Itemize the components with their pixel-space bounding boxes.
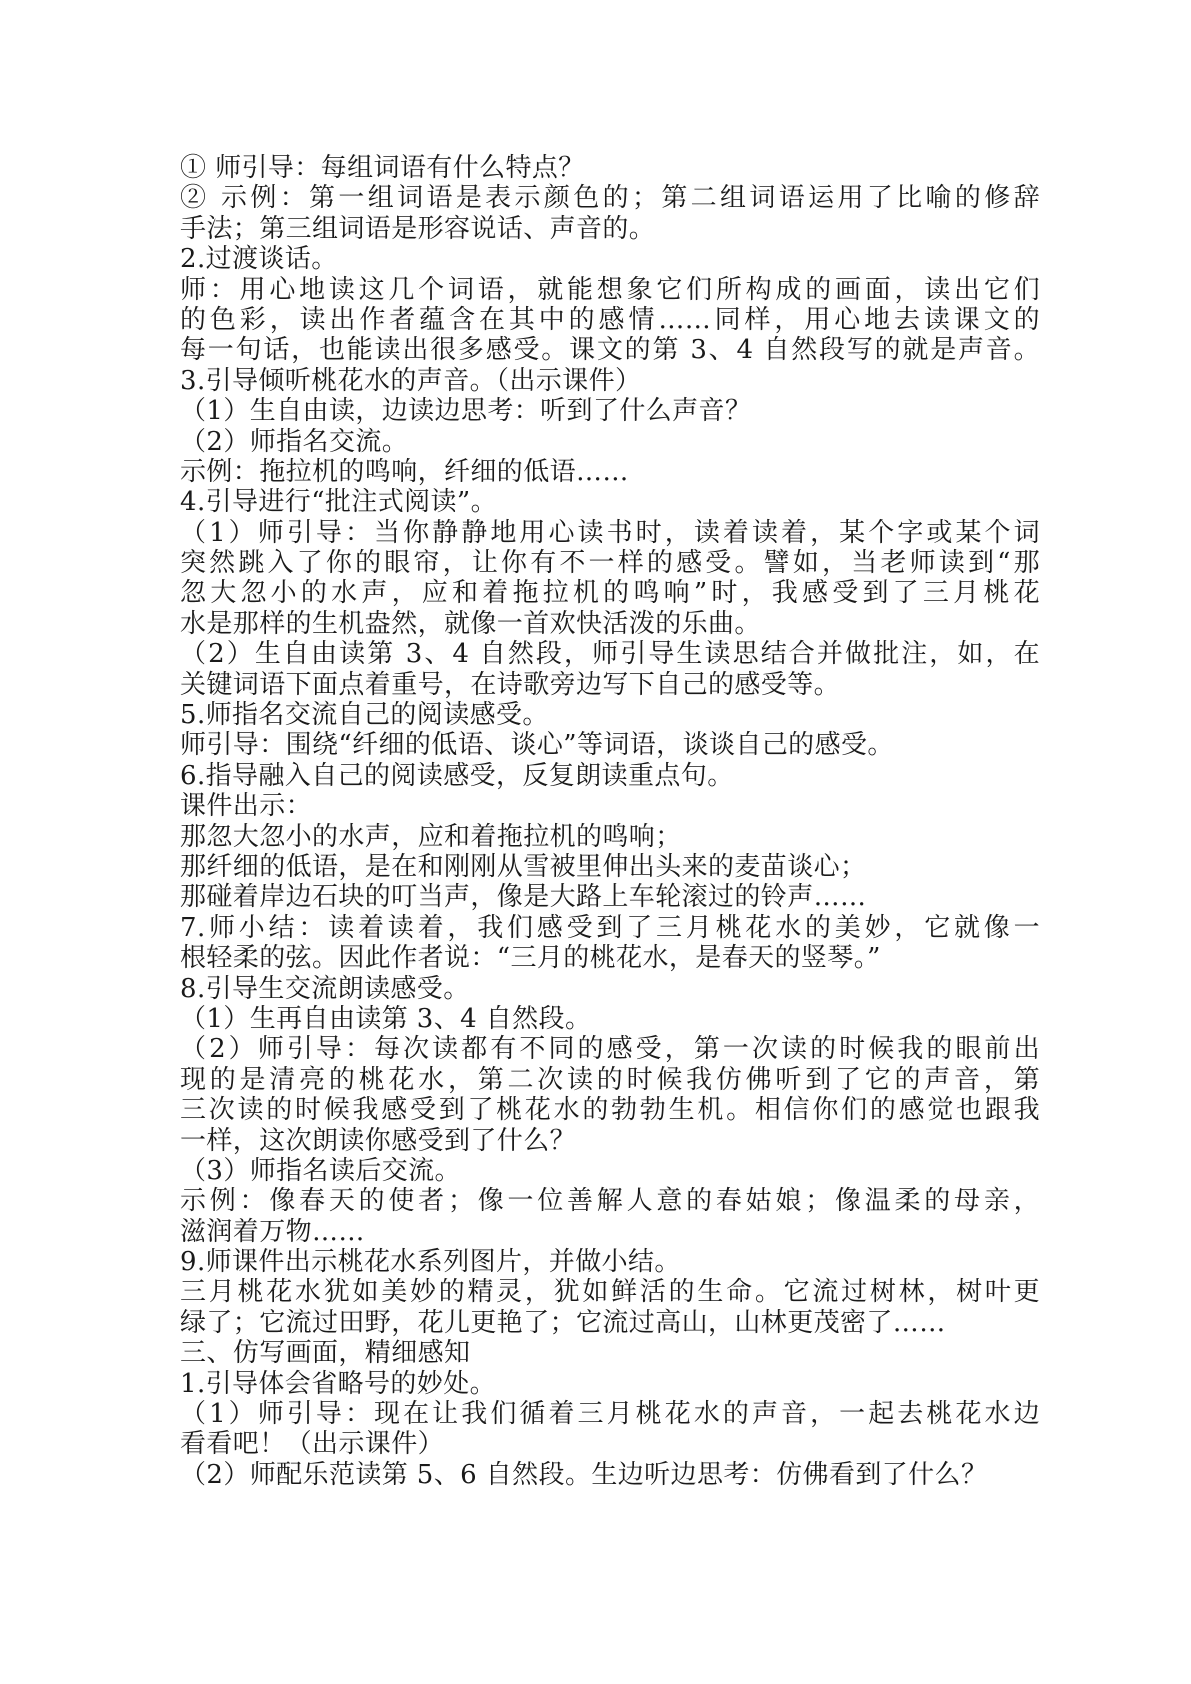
text-line: 7.师小结：读着读着，我们感受到了三月桃花水的美妙，它就像一 bbox=[180, 912, 1040, 943]
text-line: 那纤细的低语，是在和刚刚从雪被里伸出头来的麦苗谈心； bbox=[180, 851, 867, 882]
text-line: 3.引导倾听桃花水的声音。（出示课件） bbox=[180, 365, 642, 396]
text-line: 一样，这次朗读你感受到了什么？ bbox=[180, 1125, 577, 1156]
text-line: ① 师引导：每组词语有什么特点？ bbox=[180, 153, 585, 183]
text-line: 三次读的时候我感受到了桃花水的勃勃生机。相信你们的感觉也跟我 bbox=[180, 1095, 1040, 1126]
section-heading: 三、仿写画面，精细感知 bbox=[180, 1338, 471, 1369]
text-line: （2）师配乐范读第 5、6 自然段。生边听边思考：仿佛看到了什么？ bbox=[180, 1459, 988, 1490]
text-line: 1.引导体会省略号的妙处。 bbox=[180, 1368, 497, 1399]
text-line: 课件出示： bbox=[180, 791, 313, 822]
text-line: 滋润着万物…… bbox=[180, 1216, 365, 1247]
text-line: （1）师引导：现在让我们循着三月桃花水的声音，一起去桃花水边 bbox=[180, 1399, 1040, 1430]
text-line: 6.指导融入自己的阅读感受，反复朗读重点句。 bbox=[180, 760, 734, 791]
text-line: 8.引导生交流朗读感受。 bbox=[180, 973, 470, 1004]
text-line: 那碰着岸边石块的叮当声，像是大路上车轮滚过的铃声…… bbox=[180, 882, 867, 913]
text-line: 关键词语下面点着重号，在诗歌旁边写下自己的感受等。 bbox=[180, 669, 841, 700]
text-line: 示例：像春天的使者；像一位善解人意的春姑娘；像温柔的母亲， bbox=[180, 1186, 1040, 1217]
text-line: 那忽大忽小的水声，应和着拖拉机的鸣响； bbox=[180, 821, 682, 852]
text-line: 根轻柔的弦。因此作者说：“三月的桃花水，是春天的竖琴。” bbox=[180, 943, 881, 974]
document-body bbox=[180, 153, 1040, 1490]
text-line: ② 示例：第一组词语是表示颜色的；第二组词语运用了比喻的修辞 bbox=[180, 183, 1040, 214]
text-line: 9.师课件出示桃花水系列图片，并做小结。 bbox=[180, 1247, 681, 1278]
text-line: （2）师引导：每次读都有不同的感受，第一次读的时候我的眼前出 bbox=[180, 1034, 1040, 1065]
text-line: （2）师指名交流。 bbox=[180, 426, 409, 457]
text-line: （1）师引导：当你静静地用心读书时，读着读着，某个字或某个词 bbox=[180, 517, 1040, 548]
text-line: 三月桃花水犹如美妙的精灵，犹如鲜活的生命。它流过树林，树叶更 bbox=[180, 1277, 1040, 1308]
text-line: 每一句话，也能读出很多感受。课文的第 3、4 自然段写的就是声音。 bbox=[180, 335, 1040, 366]
text-line: （1）生再自由读第 3、4 自然段。 bbox=[180, 1003, 592, 1034]
text-line: 师：用心地读这几个词语，就能想象它们所构成的画面，读出它们 bbox=[180, 274, 1040, 305]
text-line: （3）师指名读后交流。 bbox=[180, 1155, 461, 1186]
text-line: 现的是清亮的桃花水，第二次读的时候我仿佛听到了它的声音，第 bbox=[180, 1064, 1040, 1095]
text-line: 的色彩，读出作者蕴含在其中的感情……同样，用心地去读课文的 bbox=[180, 304, 1040, 335]
text-line: 4.引导进行“批注式阅读”。 bbox=[180, 487, 497, 518]
text-line: （1）生自由读，边读边思考：听到了什么声音？ bbox=[180, 396, 752, 427]
text-line: 看看吧！（出示课件） bbox=[180, 1429, 445, 1460]
text-line: 师引导：围绕“纤细的低语、谈心”等词语，谈谈自己的感受。 bbox=[180, 730, 894, 761]
text-line: 绿了；它流过田野，花儿更艳了；它流过高山，山林更茂密了…… bbox=[180, 1307, 946, 1338]
text-line: 水是那样的生机盎然，就像一首欢快活泼的乐曲。 bbox=[180, 608, 761, 639]
text-line: 突然跳入了你的眼帘，让你有不一样的感受。譬如，当老师读到“那 bbox=[180, 548, 1040, 579]
text-line: 2.过渡谈话。 bbox=[180, 244, 338, 275]
text-line: 手法；第三组词语是形容说话、声音的。 bbox=[180, 213, 656, 244]
text-line: （2）生自由读第 3、4 自然段，师引导生读思结合并做批注，如，在 bbox=[180, 639, 1040, 670]
text-line: 忽大忽小的水声，应和着拖拉机的鸣响”时，我感受到了三月桃花 bbox=[180, 578, 1040, 609]
text-line: 示例：拖拉机的鸣响，纤细的低语…… bbox=[180, 456, 629, 487]
text-line: 5.师指名交流自己的阅读感受。 bbox=[180, 700, 549, 731]
